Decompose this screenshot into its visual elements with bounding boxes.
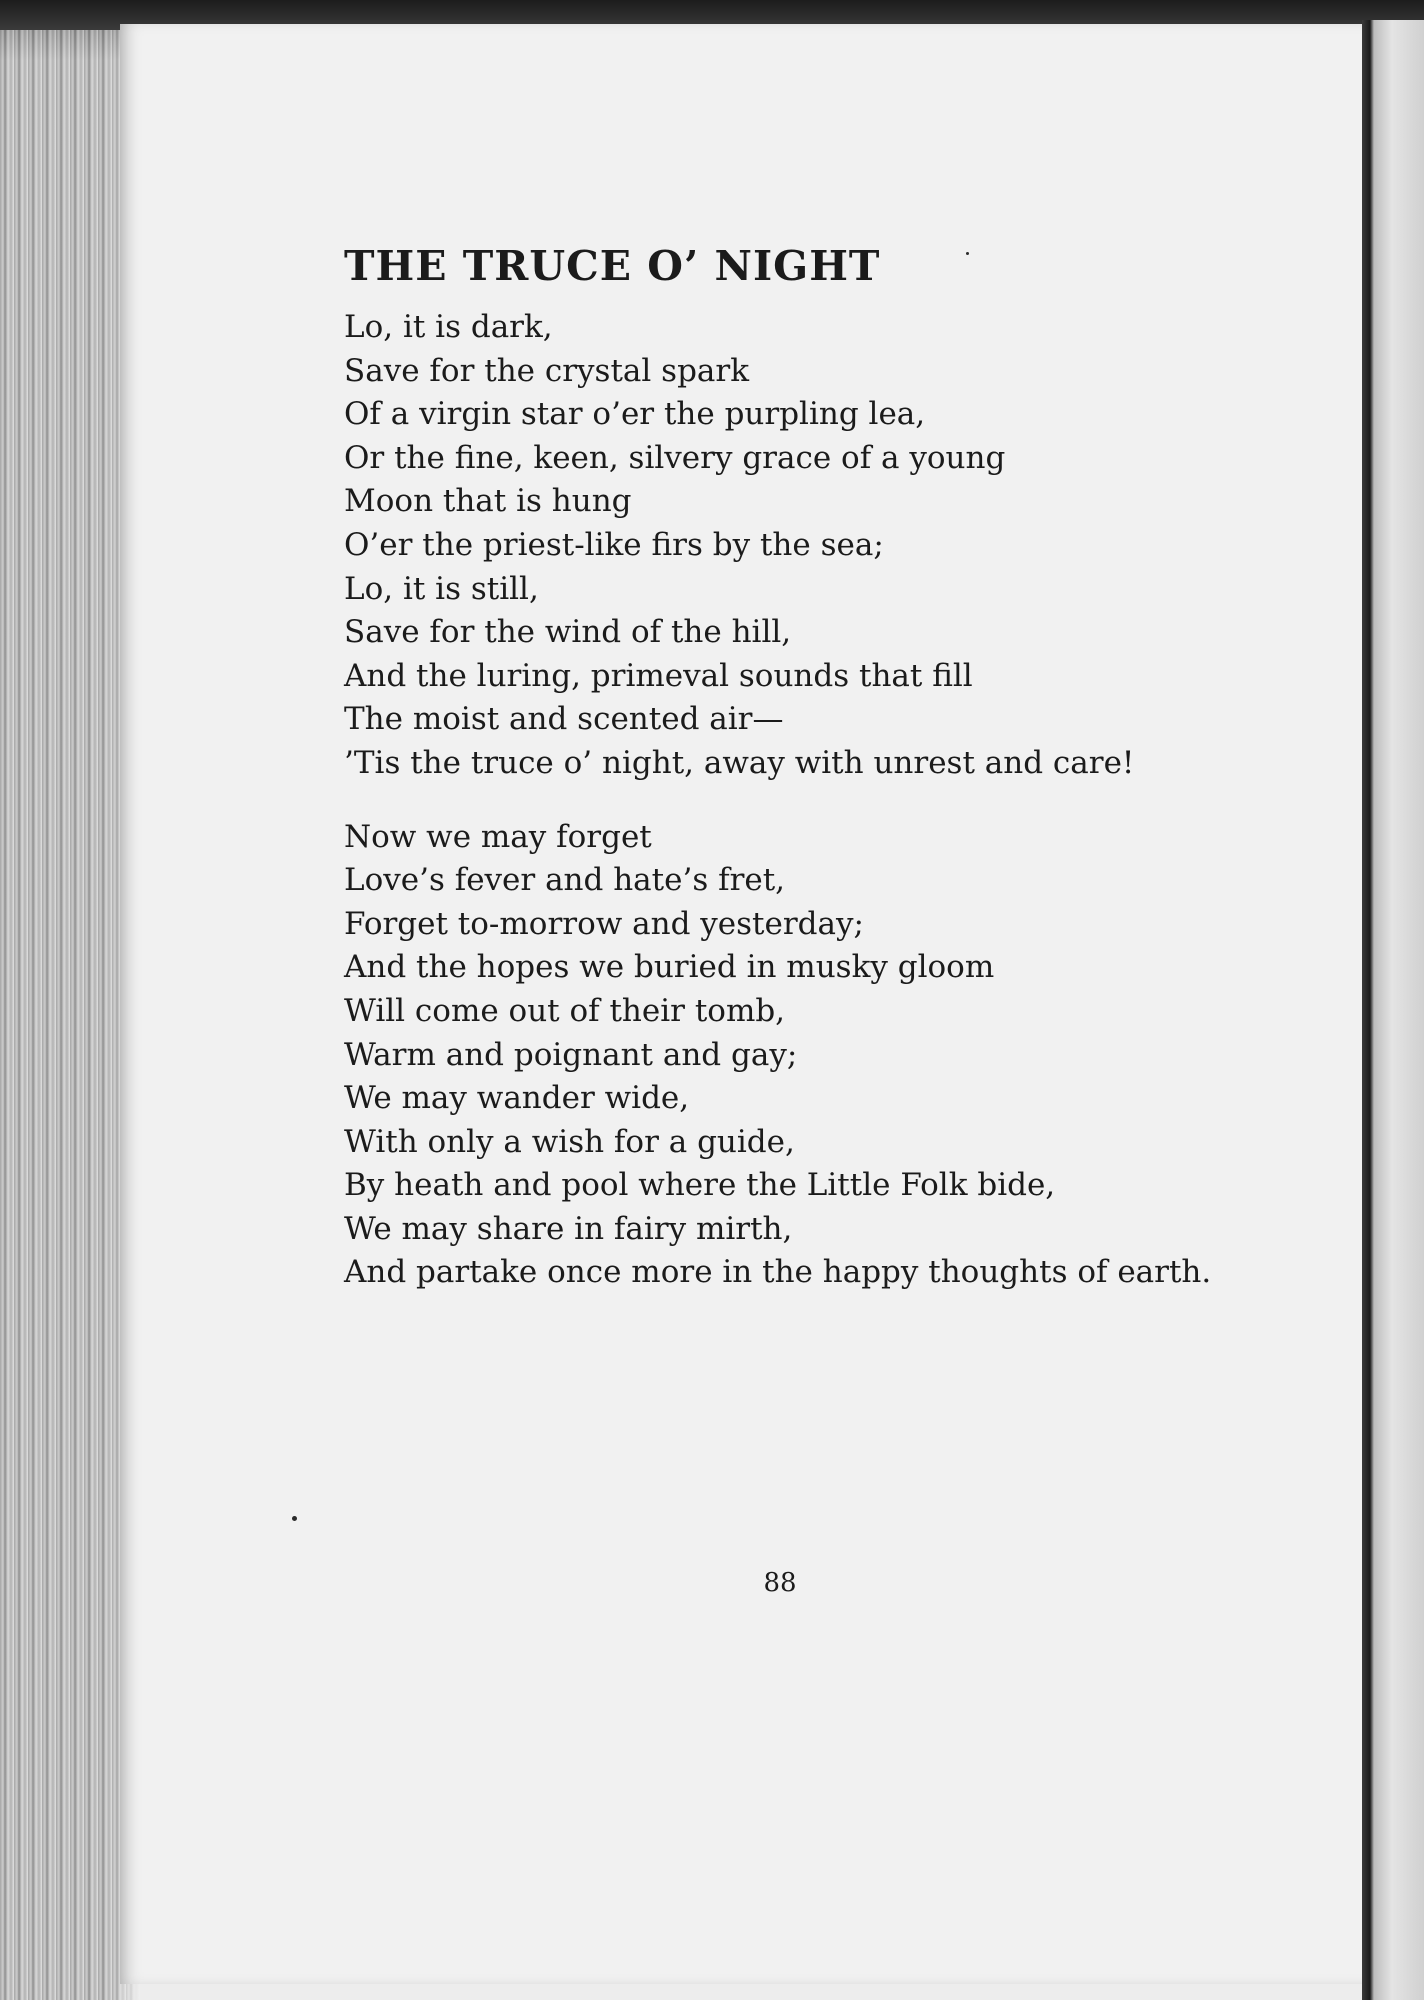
ink-speck <box>966 252 969 255</box>
page-edges-left <box>0 30 140 2000</box>
poem-line: Save for the crystal spark <box>344 352 750 389</box>
poem-line: Of a virgin star o’er the purpling lea, <box>344 396 926 433</box>
poem-line: We may share in fairy mirth, <box>344 1210 793 1247</box>
poem <box>344 238 1304 1295</box>
poem-line: And partake once more in the happy thoughts of earth. <box>344 1254 1212 1291</box>
poem-line: O’er the priest-like firs by the sea; <box>344 526 884 563</box>
poem-line: Lo, it is still, <box>344 570 539 607</box>
poem-line: And the luring, primeval sounds that fill <box>344 657 973 694</box>
poem-line: We may wander wide, <box>344 1080 690 1117</box>
poem-title: THE TRUCE O’ NIGHT <box>344 242 881 290</box>
poem-line: With only a wish for a guide, <box>344 1123 795 1160</box>
poem-line: Love’s fever and hate’s fret, <box>344 862 786 899</box>
poem-line: Now we may forget <box>344 818 652 855</box>
poem-line: Forget to-morrow and yesterday; <box>344 905 864 942</box>
poem-line: The moist and scented air— <box>344 701 784 738</box>
page-edges-right <box>1362 20 1424 2000</box>
stanza-2 <box>344 816 1304 1296</box>
poem-line: Warm and poignant and gay; <box>344 1036 798 1073</box>
poem-line: Will come out of their tomb, <box>344 992 786 1029</box>
poem-line: Save for the wind of the hill, <box>344 614 792 651</box>
poem-line: And the hopes we buried in musky gloom <box>344 949 995 986</box>
page-number: 88 <box>763 1568 797 1598</box>
ink-speck <box>292 1516 297 1521</box>
poem-line: Or the fine, keen, silvery grace of a young <box>344 439 1006 476</box>
poem-line: By heath and pool where the Little Folk bide, <box>344 1167 1056 1204</box>
poem-line: Lo, it is dark, <box>344 309 553 345</box>
stanza-1 <box>344 306 1304 786</box>
poem-line: ’Tis the truce o’ night, away with unrest and care! <box>344 744 1135 781</box>
poem-line: Moon that is hung <box>344 483 632 520</box>
